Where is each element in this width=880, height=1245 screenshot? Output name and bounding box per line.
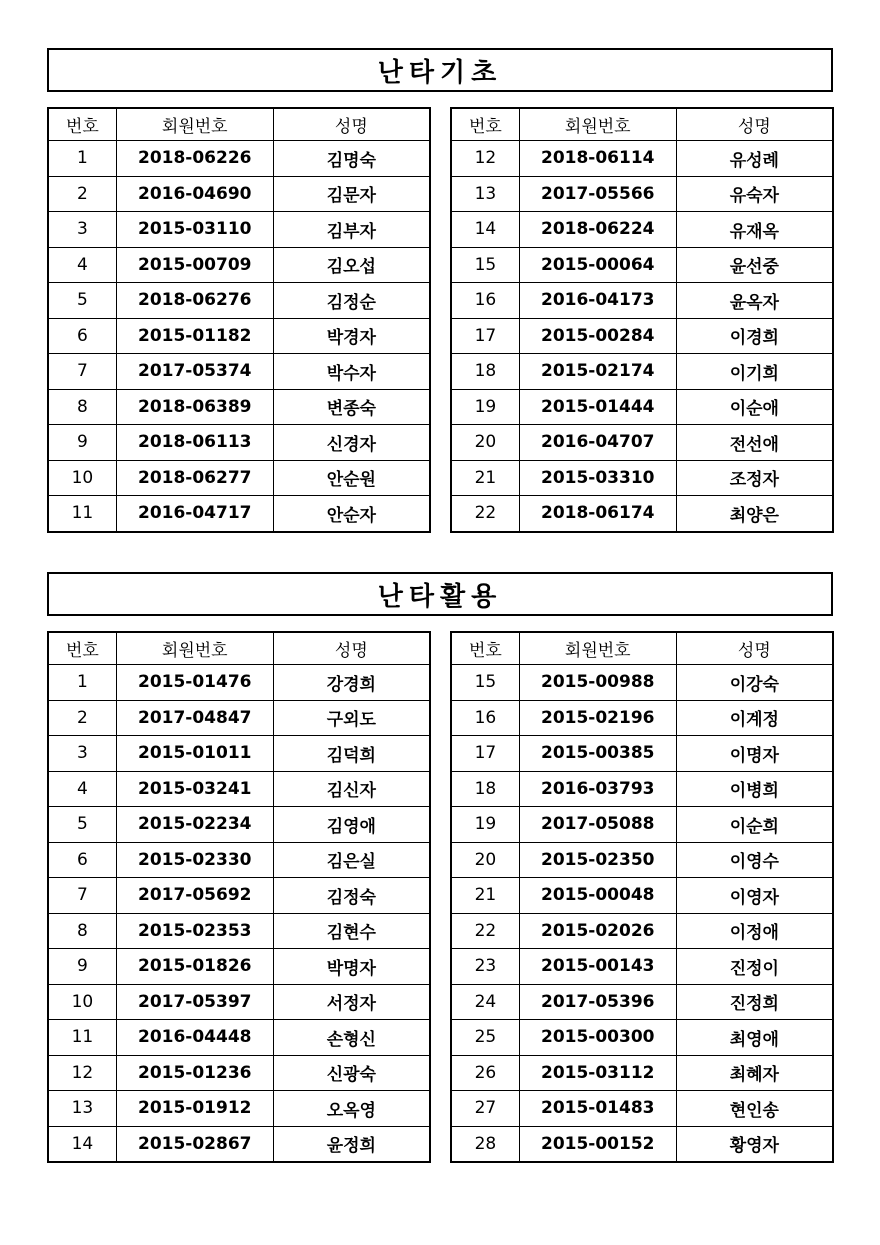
member-id: 2015-01476 [116, 665, 273, 701]
roster-table-basic-right [450, 107, 834, 533]
row-number: 8 [48, 913, 116, 949]
member-id: 2016-04173 [519, 283, 676, 319]
member-id: 2018-06389 [116, 389, 273, 425]
member-id: 2015-01236 [116, 1055, 273, 1091]
table-row [451, 1126, 833, 1162]
member-name: 유재옥 [676, 212, 833, 248]
member-id: 2017-05374 [116, 354, 273, 390]
table-row [48, 283, 430, 319]
member-name: 윤선중 [676, 247, 833, 283]
row-number: 26 [451, 1055, 519, 1091]
table-row [48, 771, 430, 807]
member-id: 2016-03793 [519, 771, 676, 807]
table-row [451, 176, 833, 212]
member-name: 박수자 [273, 354, 430, 390]
roster-table-applied-right [450, 631, 834, 1163]
member-id: 2015-01011 [116, 736, 273, 772]
member-id: 2015-00143 [519, 949, 676, 985]
member-name: 이경희 [676, 318, 833, 354]
member-id: 2018-06277 [116, 460, 273, 496]
header-name: 성명 [676, 108, 833, 141]
row-number: 28 [451, 1126, 519, 1162]
table-row [451, 913, 833, 949]
row-number: 5 [48, 807, 116, 843]
member-name: 이순희 [676, 807, 833, 843]
member-name: 구외도 [273, 700, 430, 736]
row-number: 13 [48, 1091, 116, 1127]
row-number: 2 [48, 176, 116, 212]
member-id: 2015-03241 [116, 771, 273, 807]
table-row [451, 141, 833, 177]
member-name: 윤정희 [273, 1126, 430, 1162]
member-id: 2015-03310 [519, 460, 676, 496]
row-number: 7 [48, 878, 116, 914]
row-number: 9 [48, 949, 116, 985]
table-row [48, 1055, 430, 1091]
member-name: 변종숙 [273, 389, 430, 425]
table-header-row [451, 108, 833, 141]
table-row [48, 984, 430, 1020]
member-id: 2015-00385 [519, 736, 676, 772]
member-name: 현인송 [676, 1091, 833, 1127]
table-row [48, 736, 430, 772]
table-row [451, 807, 833, 843]
row-number: 24 [451, 984, 519, 1020]
member-name: 김신자 [273, 771, 430, 807]
table-header-row [48, 632, 430, 665]
row-number: 17 [451, 318, 519, 354]
member-id: 2016-04690 [116, 176, 273, 212]
row-number: 19 [451, 389, 519, 425]
table-row [48, 496, 430, 532]
row-number: 14 [48, 1126, 116, 1162]
table-row [451, 842, 833, 878]
member-name: 박명자 [273, 949, 430, 985]
member-id: 2015-00064 [519, 247, 676, 283]
member-name: 김정순 [273, 283, 430, 319]
row-number: 16 [451, 700, 519, 736]
table-row [48, 425, 430, 461]
row-number: 4 [48, 247, 116, 283]
member-id: 2018-06276 [116, 283, 273, 319]
header-name: 성명 [273, 632, 430, 665]
table-row [48, 354, 430, 390]
member-name: 이계정 [676, 700, 833, 736]
table-row [451, 736, 833, 772]
member-name: 이정애 [676, 913, 833, 949]
table-row [48, 700, 430, 736]
table-row [451, 354, 833, 390]
table-row [48, 176, 430, 212]
table-row [451, 1055, 833, 1091]
header-number: 번호 [451, 108, 519, 141]
row-number: 21 [451, 878, 519, 914]
header-name: 성명 [676, 632, 833, 665]
member-name: 강경희 [273, 665, 430, 701]
member-name: 최영애 [676, 1020, 833, 1056]
member-id: 2018-06224 [519, 212, 676, 248]
member-name: 이영수 [676, 842, 833, 878]
member-id: 2015-00048 [519, 878, 676, 914]
table-row [451, 318, 833, 354]
row-number: 25 [451, 1020, 519, 1056]
table-row [451, 1091, 833, 1127]
table-row [451, 389, 833, 425]
table-row [48, 913, 430, 949]
table-row [48, 141, 430, 177]
section-title-applied: 난타활용 [47, 572, 833, 616]
member-name: 신광숙 [273, 1055, 430, 1091]
header-number: 번호 [451, 632, 519, 665]
row-number: 3 [48, 212, 116, 248]
member-name: 안순원 [273, 460, 430, 496]
row-number: 10 [48, 984, 116, 1020]
member-name: 안순자 [273, 496, 430, 532]
member-name: 전선애 [676, 425, 833, 461]
member-name: 이영자 [676, 878, 833, 914]
member-id: 2015-03110 [116, 212, 273, 248]
table-row [451, 1020, 833, 1056]
member-id: 2015-00152 [519, 1126, 676, 1162]
member-id: 2017-05692 [116, 878, 273, 914]
row-number: 20 [451, 425, 519, 461]
row-number: 20 [451, 842, 519, 878]
table-row [48, 1126, 430, 1162]
row-number: 1 [48, 665, 116, 701]
table-row [48, 318, 430, 354]
section-title-basic: 난타기초 [47, 48, 833, 92]
table-row [48, 212, 430, 248]
table-row [451, 496, 833, 532]
table-row [48, 878, 430, 914]
member-id: 2015-01826 [116, 949, 273, 985]
table-row [451, 949, 833, 985]
row-number: 11 [48, 496, 116, 532]
member-name: 이병희 [676, 771, 833, 807]
table-row [48, 949, 430, 985]
row-number: 7 [48, 354, 116, 390]
table-row [48, 1091, 430, 1127]
row-number: 3 [48, 736, 116, 772]
header-number: 번호 [48, 632, 116, 665]
member-id: 2017-05397 [116, 984, 273, 1020]
row-number: 19 [451, 807, 519, 843]
table-row [451, 771, 833, 807]
table-header-row [451, 632, 833, 665]
member-name: 김현수 [273, 913, 430, 949]
member-id: 2015-03112 [519, 1055, 676, 1091]
member-name: 김오섭 [273, 247, 430, 283]
header-member-id: 회원번호 [116, 632, 273, 665]
table-row [451, 247, 833, 283]
member-name: 김부자 [273, 212, 430, 248]
row-number: 22 [451, 913, 519, 949]
row-number: 12 [451, 141, 519, 177]
member-name: 이명자 [676, 736, 833, 772]
row-number: 1 [48, 141, 116, 177]
member-name: 오옥영 [273, 1091, 430, 1127]
member-name: 김은실 [273, 842, 430, 878]
row-number: 18 [451, 771, 519, 807]
member-id: 2015-00988 [519, 665, 676, 701]
member-id: 2015-02026 [519, 913, 676, 949]
member-name: 윤옥자 [676, 283, 833, 319]
member-id: 2017-05088 [519, 807, 676, 843]
row-number: 27 [451, 1091, 519, 1127]
row-number: 15 [451, 247, 519, 283]
row-number: 21 [451, 460, 519, 496]
table-row [451, 283, 833, 319]
member-id: 2015-01182 [116, 318, 273, 354]
member-name: 진정희 [676, 984, 833, 1020]
member-id: 2018-06226 [116, 141, 273, 177]
member-id: 2015-02330 [116, 842, 273, 878]
member-id: 2015-02867 [116, 1126, 273, 1162]
row-number: 22 [451, 496, 519, 532]
member-name: 유숙자 [676, 176, 833, 212]
member-id: 2018-06114 [519, 141, 676, 177]
member-name: 손형신 [273, 1020, 430, 1056]
table-row [48, 1020, 430, 1056]
member-name: 이기희 [676, 354, 833, 390]
member-name: 진정이 [676, 949, 833, 985]
member-id: 2017-04847 [116, 700, 273, 736]
member-name: 이강숙 [676, 665, 833, 701]
roster-table-applied-left [47, 631, 431, 1163]
row-number: 12 [48, 1055, 116, 1091]
row-number: 14 [451, 212, 519, 248]
member-name: 조정자 [676, 460, 833, 496]
member-name: 신경자 [273, 425, 430, 461]
member-name: 김덕희 [273, 736, 430, 772]
member-name: 황영자 [676, 1126, 833, 1162]
member-id: 2018-06174 [519, 496, 676, 532]
table-row [451, 212, 833, 248]
row-number: 4 [48, 771, 116, 807]
table-row [451, 878, 833, 914]
table-row [48, 389, 430, 425]
table-header-row [48, 108, 430, 141]
member-id: 2016-04448 [116, 1020, 273, 1056]
row-number: 16 [451, 283, 519, 319]
row-number: 18 [451, 354, 519, 390]
header-name: 성명 [273, 108, 430, 141]
table-row [48, 460, 430, 496]
member-id: 2015-00284 [519, 318, 676, 354]
member-name: 서정자 [273, 984, 430, 1020]
member-name: 이순애 [676, 389, 833, 425]
row-number: 13 [451, 176, 519, 212]
member-id: 2015-01444 [519, 389, 676, 425]
table-row [48, 665, 430, 701]
roster-table-basic-left [47, 107, 431, 533]
row-number: 15 [451, 665, 519, 701]
row-number: 9 [48, 425, 116, 461]
member-name: 최혜자 [676, 1055, 833, 1091]
row-number: 23 [451, 949, 519, 985]
member-id: 2017-05566 [519, 176, 676, 212]
row-number: 6 [48, 318, 116, 354]
member-id: 2015-02196 [519, 700, 676, 736]
table-row [451, 460, 833, 496]
member-name: 김문자 [273, 176, 430, 212]
member-id: 2015-00709 [116, 247, 273, 283]
member-id: 2018-06113 [116, 425, 273, 461]
table-row [451, 984, 833, 1020]
member-id: 2016-04707 [519, 425, 676, 461]
row-number: 6 [48, 842, 116, 878]
member-id: 2015-02174 [519, 354, 676, 390]
row-number: 10 [48, 460, 116, 496]
member-id: 2016-04717 [116, 496, 273, 532]
member-id: 2015-02234 [116, 807, 273, 843]
table-row [48, 247, 430, 283]
row-number: 11 [48, 1020, 116, 1056]
row-number: 17 [451, 736, 519, 772]
table-row [451, 700, 833, 736]
member-name: 유성례 [676, 141, 833, 177]
member-id: 2015-00300 [519, 1020, 676, 1056]
header-member-id: 회원번호 [519, 108, 676, 141]
table-row [48, 807, 430, 843]
member-name: 김명숙 [273, 141, 430, 177]
member-name: 박경자 [273, 318, 430, 354]
header-member-id: 회원번호 [116, 108, 273, 141]
member-id: 2015-01483 [519, 1091, 676, 1127]
row-number: 8 [48, 389, 116, 425]
member-id: 2017-05396 [519, 984, 676, 1020]
member-id: 2015-02353 [116, 913, 273, 949]
table-row [48, 842, 430, 878]
row-number: 5 [48, 283, 116, 319]
table-row [451, 665, 833, 701]
member-id: 2015-01912 [116, 1091, 273, 1127]
member-name: 김영애 [273, 807, 430, 843]
row-number: 2 [48, 700, 116, 736]
header-number: 번호 [48, 108, 116, 141]
member-id: 2015-02350 [519, 842, 676, 878]
table-row [451, 425, 833, 461]
member-name: 김정숙 [273, 878, 430, 914]
header-member-id: 회원번호 [519, 632, 676, 665]
member-name: 최양은 [676, 496, 833, 532]
